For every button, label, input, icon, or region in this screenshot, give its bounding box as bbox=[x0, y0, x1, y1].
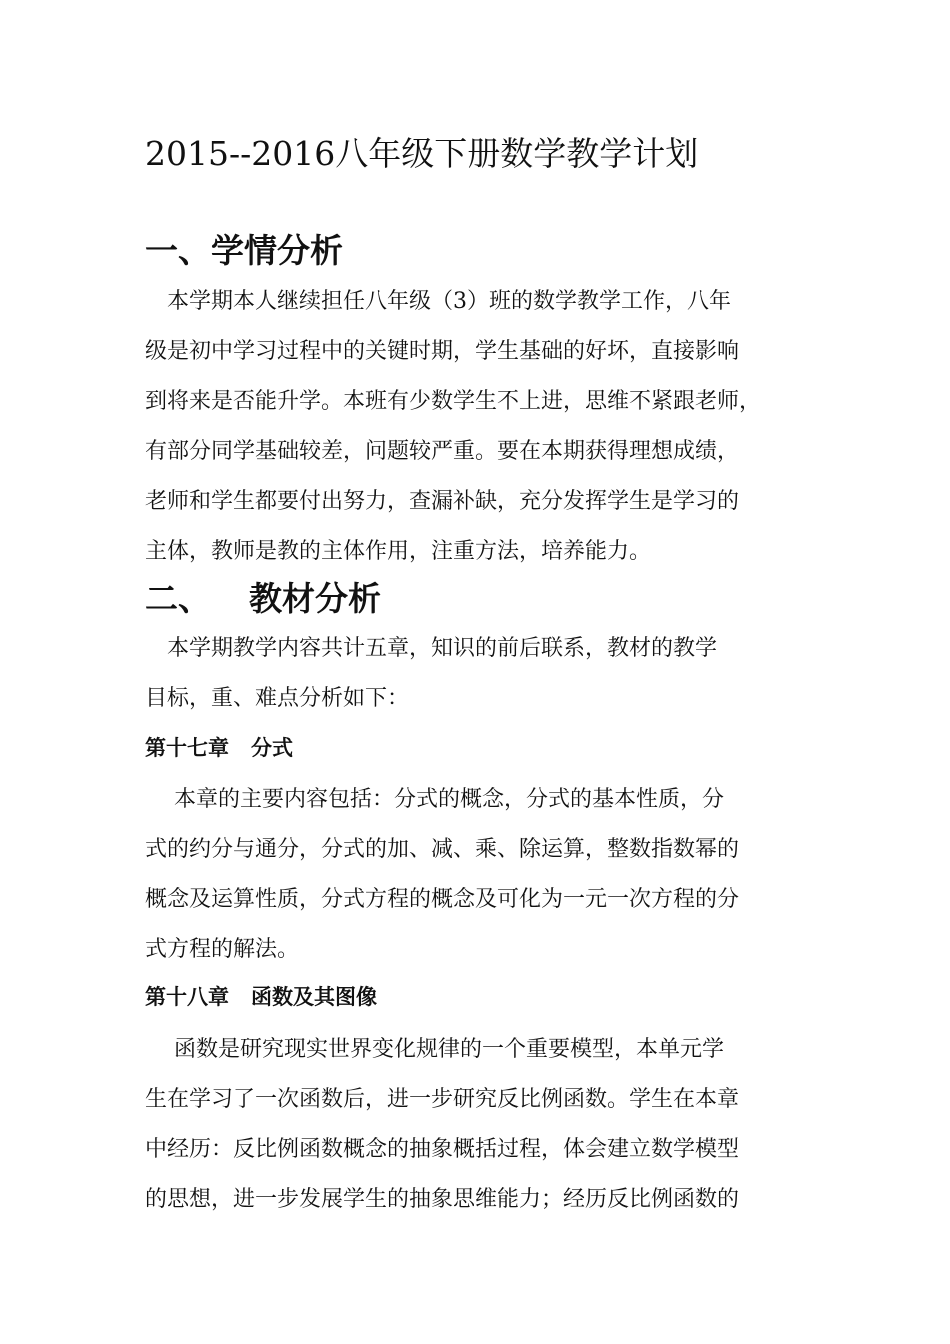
section-heading-student-analysis: 一、学情分析 bbox=[145, 231, 343, 270]
chapter-name: 分式 bbox=[251, 735, 293, 760]
paragraph-line: 本章的主要内容包括：分式的概念，分式的基本性质，分 bbox=[145, 787, 724, 812]
chapter-17-paragraph bbox=[145, 775, 815, 975]
chapter-18-heading bbox=[145, 977, 377, 1017]
paragraph-line: 主体，教师是教的主体作用，注重方法，培养能力。 bbox=[145, 539, 652, 564]
paragraph-line: 本学期教学内容共计五章，知识的前后联系，教材的教学 bbox=[145, 636, 718, 661]
paragraph-line: 式的约分与通分，分式的加、减、乘、除运算，整数指数幂的 bbox=[145, 837, 740, 862]
paragraph-line: 概念及运算性质，分式方程的概念及可化为一元一次方程的分 bbox=[145, 887, 740, 912]
paragraph-line: 函数是研究现实世界变化规律的一个重要模型，本单元学 bbox=[145, 1037, 724, 1062]
paragraph-line: 本学期本人继续担任八年级（3）班的数学教学工作，八年 bbox=[145, 289, 731, 314]
paragraph-line: 的思想，进一步发展学生的抽象思维能力；经历反比例函数的 bbox=[145, 1187, 740, 1212]
section-heading-text: 教材分析 bbox=[249, 579, 381, 618]
chapter-number: 第十七章 bbox=[145, 735, 229, 760]
chapter-number: 第十八章 bbox=[145, 984, 229, 1009]
student-analysis-paragraph bbox=[145, 277, 815, 577]
section-heading-number: 二、 bbox=[145, 579, 211, 618]
paragraph-line: 有部分同学基础较差，问题较严重。要在本期获得理想成绩， bbox=[145, 439, 740, 464]
chapter-name: 函数及其图像 bbox=[251, 984, 377, 1009]
chapter-18-paragraph bbox=[145, 1025, 815, 1225]
paragraph-line: 式方程的解法。 bbox=[145, 937, 300, 962]
document-title: 2015--2016八年级下册数学教学计划 bbox=[145, 134, 699, 173]
chapter-17-heading bbox=[145, 728, 293, 768]
textbook-analysis-paragraph bbox=[145, 624, 815, 724]
paragraph-line: 中经历：反比例函数概念的抽象概括过程，体会建立数学模型 bbox=[145, 1137, 740, 1162]
section-heading-textbook-analysis bbox=[145, 574, 381, 624]
paragraph-line: 生在学习了一次函数后，进一步研究反比例函数。学生在本章 bbox=[145, 1087, 740, 1112]
paragraph-line: 目标，重、难点分析如下： bbox=[145, 686, 410, 711]
paragraph-line: 级是初中学习过程中的关键时期，学生基础的好坏，直接影响 bbox=[145, 339, 740, 364]
paragraph-line: 老师和学生都要付出努力，查漏补缺，充分发挥学生是学习的 bbox=[145, 489, 740, 514]
paragraph-line: 到将来是否能升学。本班有少数学生不上进，思维不紧跟老师， bbox=[145, 389, 762, 414]
